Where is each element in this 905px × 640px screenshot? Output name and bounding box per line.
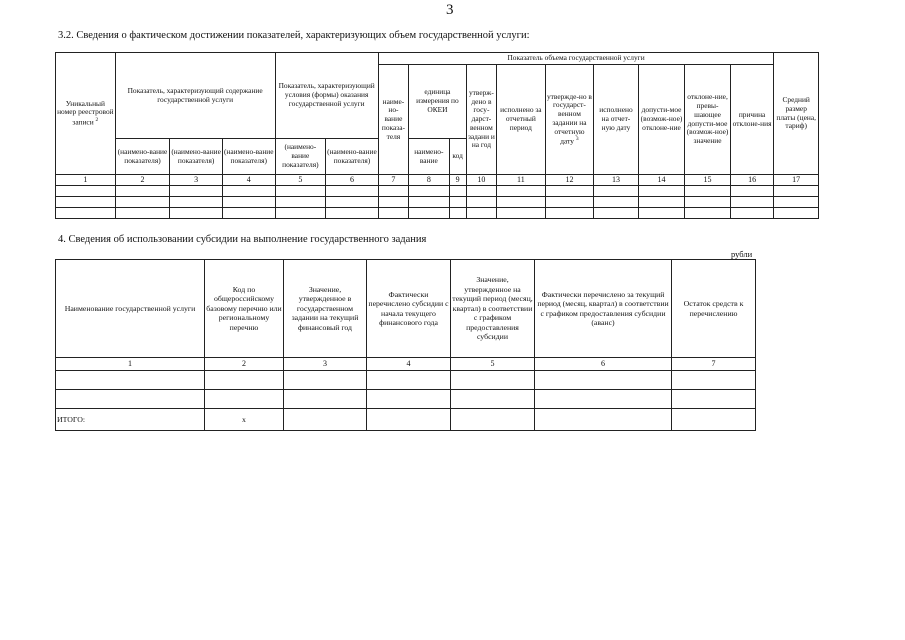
table-row (56, 197, 819, 208)
header-content-indicator: Показатель, характеризующий содержание государственной услуги (115, 53, 275, 139)
header-transferred-ytd: Фактически перечислено субсидии с начала текущего финансового года (367, 260, 451, 358)
table-row (56, 390, 756, 409)
column-numbers-row (56, 175, 819, 186)
col-num: 9 (449, 175, 466, 186)
col-num: 15 (685, 175, 731, 186)
header-unique-number: Уникальный номер реестровой записи $^2$ (56, 53, 116, 175)
section-3-2-title: 3.2. Сведения о фактическом достижении показателей, характеризующих объем государственной услуги: (58, 30, 530, 41)
header-service-name: Наименование государственной услуги (56, 260, 205, 358)
col-num: 1 (56, 175, 116, 186)
header-allowed-deviation: допусти-мое (возмож-ное) отклоне-ние (638, 65, 685, 175)
volume-indicators-table (55, 52, 819, 219)
total-row (56, 409, 756, 431)
header-condition-indicator: Показатель, характеризующий условия (формы) оказания государственной услуги (275, 53, 378, 139)
header-transferred-period: Фактически перечислено за текущий период (месяц, квартал) в соответствии с графиком предоставления субсидии (аванс) (535, 260, 672, 358)
col-num: 5 (275, 175, 326, 186)
col-num: 1 (56, 358, 205, 371)
table-row (56, 186, 819, 197)
col-num: 8 (409, 175, 449, 186)
section-4-title: 4. Сведения об использовании субсидии на выполнение государственного задания (58, 234, 427, 245)
col-num: 17 (774, 175, 819, 186)
total-code-mark: х (205, 409, 284, 431)
col-num: 12 (545, 175, 594, 186)
header-executed: исполнено за отчетный период (497, 65, 546, 175)
col-num: 4 (367, 358, 451, 371)
col-num: 16 (730, 175, 774, 186)
subheader-name-3: (наимено-вание показателя) (222, 139, 275, 175)
header-deviation-reason: причина отклоне-ния (730, 65, 774, 175)
col-num: 6 (326, 175, 379, 186)
col-num: 7 (378, 175, 408, 186)
header-approved-year-value: Значение, утвержденное в государственном задании на текущий финансовый год (284, 260, 367, 358)
col-num: 10 (466, 175, 496, 186)
subheader-name-4: (наимено-вание показателя) (275, 139, 326, 175)
column-numbers-row (56, 358, 756, 371)
header-approved-date: утвержде-но в государст-венном задании на отчетную дату $^3$ (545, 65, 594, 175)
col-num: 2 (115, 175, 170, 186)
header-executed-date: исполнено на отчет-ную дату (594, 65, 639, 175)
header-indicator-name: наиме-но-вание показа-теля (378, 65, 408, 175)
table-row (56, 371, 756, 390)
header-unit: единица измерения по ОКЕИ (409, 65, 467, 139)
col-num: 7 (672, 358, 756, 371)
col-num: 11 (497, 175, 546, 186)
col-num: 5 (451, 358, 535, 371)
header-unit-code: код (449, 139, 466, 175)
col-num: 4 (222, 175, 275, 186)
subheader-name-2: (наимено-вание показателя) (170, 139, 223, 175)
header-avg-price: Средний размер платы (цена, тариф) (774, 53, 819, 175)
header-service-code: Код по общероссийскому базовому перечню или региональному перечню (205, 260, 284, 358)
header-exceed-deviation: отклоне-ние, превы-шающее допусти-мое (возмож-ное) значение (685, 65, 731, 175)
col-num: 3 (170, 175, 223, 186)
col-num: 14 (638, 175, 685, 186)
currency-unit-label: рубли (731, 249, 753, 259)
total-label: ИТОГО: (56, 409, 205, 431)
header-volume-indicator: Показатель объема государственной услуги (378, 53, 774, 65)
header-approved-year: утверж-дено в госу-дарст-венном задани и на год (466, 65, 496, 175)
page-number: 3 (446, 2, 454, 18)
col-num: 6 (535, 358, 672, 371)
header-unit-name: наимено-вание (409, 139, 449, 175)
col-num: 3 (284, 358, 367, 371)
header-approved-period-value: Значение, утвержденное на текущий период (месяц, квартал) в соответствии с графиком предоставления субсидии (451, 260, 535, 358)
col-num: 2 (205, 358, 284, 371)
subsidy-usage-table (55, 259, 756, 431)
table-row (56, 208, 819, 219)
subheader-name-1: (наимено-вание показателя) (115, 139, 170, 175)
col-num: 13 (594, 175, 639, 186)
header-remaining-balance: Остаток средств к перечислению (672, 260, 756, 358)
subheader-name-5: (наимено-вание показателя) (326, 139, 379, 175)
